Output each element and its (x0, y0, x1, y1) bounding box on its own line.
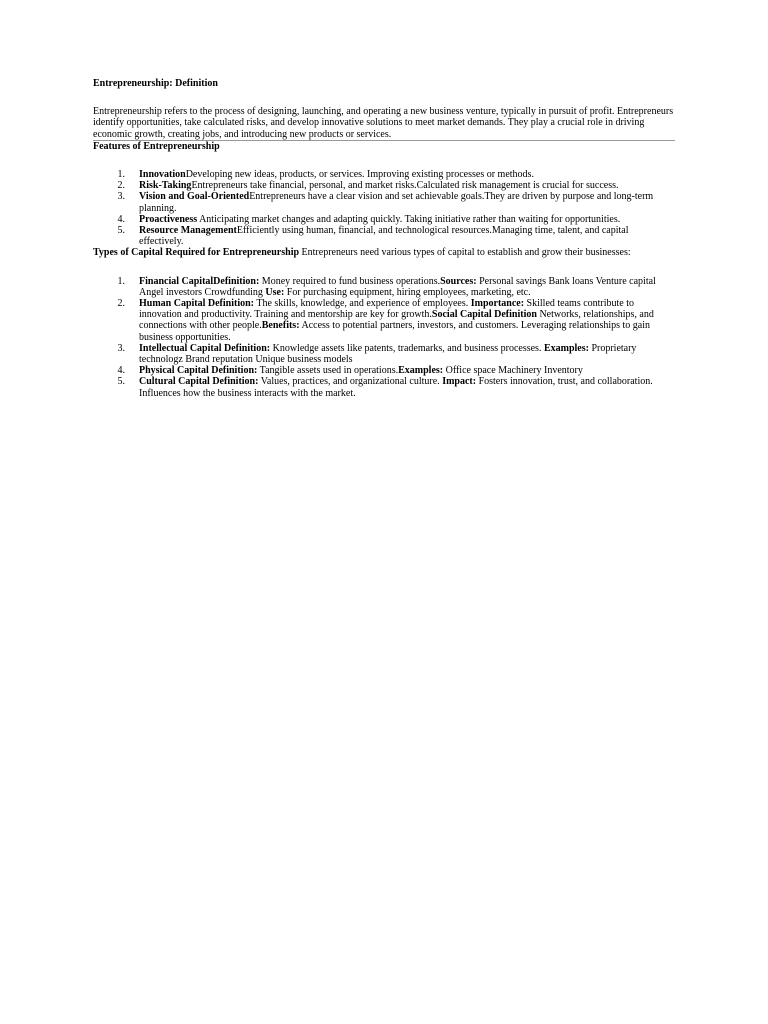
document-title: Entrepreneurship: Definition (93, 78, 218, 89)
feature-text: Developing new ideas, products, or services. Improving existing processes or methods. (185, 169, 534, 181)
feature-term: Risk-Taking (139, 180, 192, 192)
capital-term: Sources: (440, 275, 477, 287)
list-item (93, 180, 675, 191)
capital-text: Personal savings Bank loans Venture capital Angel investors Crowdfunding (139, 275, 656, 298)
capital-term: Examples: (398, 365, 444, 377)
list-item (93, 191, 675, 213)
list-item (93, 225, 675, 247)
list-number: 2. (117, 298, 125, 310)
capital-text: Tangible assets used in operations. (257, 365, 399, 377)
list-number: 2. (117, 180, 125, 192)
capital-text: Proprietary technologz Brand reputation Unique business models (139, 342, 637, 366)
feature-text: Entrepreneurs take financial, personal, and market risks.Calculated risk management is crucial for success. (191, 180, 619, 192)
capital-term: Human Capital Definition: (139, 298, 255, 310)
capital-term: Benefits: (261, 320, 300, 332)
list-item (93, 376, 675, 398)
feature-term: Resource Management (139, 225, 237, 237)
capital-term: Impact: (442, 376, 477, 388)
document-page (93, 78, 675, 399)
list-item (93, 169, 675, 180)
capital-text: Office space Machinery Inventory (443, 365, 583, 377)
capital-text: The skills, knowledge, and experience of employees. (254, 298, 471, 310)
capital-term: Financial CapitalDefinition: (139, 275, 260, 287)
feature-term: Proactiveness (139, 213, 198, 225)
feature-text: Anticipating market changes and adapting quickly. Taking initiative rather than waiting for opportunities. (197, 213, 621, 225)
capital-text: Money required to fund business operations. (259, 275, 441, 287)
capital-term: Intellectual Capital Definition: (139, 342, 271, 354)
feature-text: Efficiently using human, financial, and technological resources.Managing time, talent, and capital effectively. (139, 225, 629, 248)
list-number: 4. (117, 365, 125, 377)
list-item (93, 214, 675, 225)
intro-paragraph: Entrepreneurship refers to the process of designing, launching, and operating a new business venture, typically in pursuit of profit. Entrepreneurs identify opportunities, take calculated risks, and develop innovative solutions to meet market demands. They play a crucial role in driving economic growth, creating jobs, and introducing new products or services. (93, 106, 674, 140)
capital-text: Fosters innovation, trust, and collaboration. Influences how the business interacts with the market. (139, 376, 653, 399)
features-heading: Features of Entrepreneurship (93, 140, 220, 152)
capital-term: Importance: (470, 298, 525, 310)
list-item (93, 298, 675, 343)
capital-term: Physical Capital Definition: (139, 365, 258, 377)
list-number: 3. (117, 342, 125, 354)
list-number: 1. (117, 169, 125, 181)
capital-text: Knowledge assets like patents, trademarks, and business processes. (270, 342, 544, 354)
list-number: 3. (117, 191, 125, 203)
list-number: 1. (117, 275, 125, 287)
types-intro: Entrepreneurs need various types of capital to establish and grow their businesses: (299, 247, 631, 259)
capital-term: Social Capital Definition (431, 309, 537, 321)
capital-text: Networks, relationships, and connections with other people. (139, 309, 654, 332)
types-heading-line (93, 247, 675, 258)
list-number: 5. (117, 376, 125, 388)
list-item (93, 343, 675, 365)
capital-text: Skilled teams contribute to innovation and productivity. Training and mentorship are key for growth. (139, 298, 635, 321)
capital-text: Access to potential partners, investors, and customers. Leveraging relationships to gain business opportunities. (139, 320, 650, 343)
capitals-list (93, 276, 675, 399)
list-item (93, 276, 675, 298)
features-list (93, 169, 675, 247)
capital-text: For purchasing equipment, hiring employees, marketing, etc. (284, 286, 531, 298)
types-heading: Types of Capital Required for Entrepreneurship (93, 247, 300, 259)
capital-term: Cultural Capital Definition: (139, 376, 259, 388)
capital-term: Examples: (543, 342, 589, 354)
list-number: 5. (117, 225, 125, 237)
feature-term: Innovation (139, 169, 186, 181)
capital-text: Values, practices, and organizational culture. (258, 376, 443, 388)
feature-term: Vision and Goal-Oriented (139, 191, 250, 203)
list-item (93, 365, 675, 376)
feature-text: Entrepreneurs have a clear vision and set achievable goals.They are driven by purpose and long-term planning. (139, 191, 654, 214)
list-number: 4. (117, 213, 125, 225)
capital-term: Use: (265, 286, 285, 298)
